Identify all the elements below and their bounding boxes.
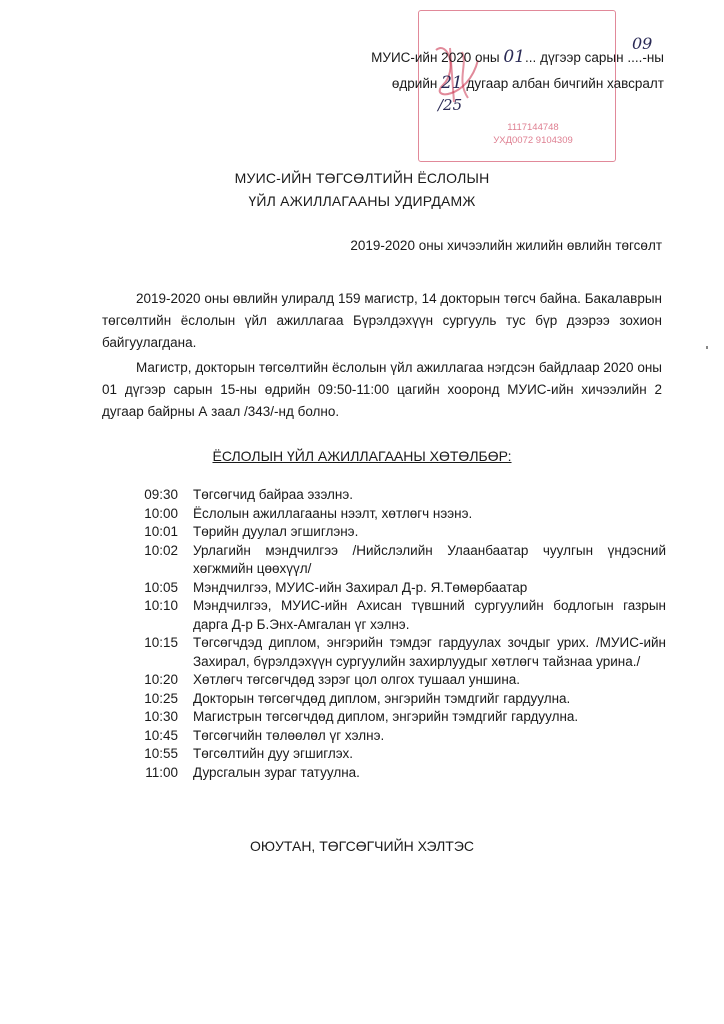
program-activity: Урлагийн мэндчилгээ /Нийслэлийн Улаанбаатар чуулгын үндэсний хөгжмийн цөөхүүл/ (193, 542, 666, 576)
program-item (110, 745, 666, 764)
header-line-2 (392, 73, 664, 93)
header-line-1 (371, 47, 664, 67)
program-activity: Мэндчилгээ, МУИС-ийн Захирал Д-р. Я.Төмөрбаатар (193, 579, 528, 595)
program-activity: Магистрын төгсөгчдөд диплом, энгэрийн тэмдгийг гардуулна. (193, 709, 579, 724)
program-activity: Төгсөгчийн төлөөлөл үг хэлнэ. (193, 727, 385, 743)
program-item (110, 671, 666, 690)
header-line1-prefix: МУИС-ийн 2020 оны (371, 50, 500, 65)
paragraph-1 (102, 288, 662, 354)
handwritten-number: 21 (441, 73, 463, 93)
program-item (110, 542, 666, 579)
program-activity: Төрийн дуулал эгшиглэнэ. (193, 524, 359, 539)
handwritten-day: 09 (632, 34, 653, 53)
header-dots-2: .... (627, 50, 643, 65)
program-item (110, 597, 666, 634)
paragraph-1-text: 2019-2020 оны өвлийн улиралд 159 магистр, 14 докторын төгсч байна. Бакалаврын төгсөлтийн ёслолын үйл ажиллагаа Бүрэлдэхүүн сургууль тус бүр дээрээ зохион байгуулагдана. (102, 291, 662, 350)
stamp-line-1: 1117144748 (507, 122, 559, 133)
program-time: 10:25 (144, 690, 178, 706)
program-activity: Төгсөгчид байраа эзэлнэ. (193, 487, 354, 502)
program-time: 11:00 (145, 764, 178, 780)
header-line1-suffix: -ны (642, 50, 664, 65)
program-list (110, 486, 666, 782)
program-item (110, 579, 666, 598)
program-activity: Төгсөлтийн дуу эгшиглэх. (193, 746, 354, 761)
handwritten-month: 01 (503, 47, 526, 67)
program-item (110, 764, 666, 783)
program-item (110, 486, 666, 505)
program-item (110, 634, 666, 671)
program-item (110, 505, 666, 524)
document-title-line-2: ҮЙЛ АЖИЛЛАГААНЫ УДИРДАМЖ (248, 193, 476, 209)
header-line2-suffix: дугаар албан бичгийн хавсралт (462, 76, 664, 91)
program-heading-text: ЁСЛОЛЫН ҮЙЛ АЖИЛЛАГААНЫ ХӨТӨЛБӨР: (212, 448, 512, 464)
program-activity: Дурсгалын зураг татуулна. (193, 764, 360, 780)
program-time: 10:10 (144, 598, 178, 613)
department-signature: ОЮУТАН, ТӨГСӨГЧИЙН ХЭЛТЭС (249, 838, 475, 854)
paragraph-2-text: Магистр, докторын төгсөлтийн ёслолын үйл ажиллагаа нэгдсэн байдлаар 2020 оны 01 дүгээр сарын 15-ны өдрийн 09:50-11:00 цагийн хооронд МУИС-ийн хичээлийн 2 дугаар байрны А заал /343/-нд болно. (102, 360, 662, 419)
program-activity: Докторын төгсөгчдөд диплом, энгэрийн тэмдгийг гардуулна. (193, 690, 571, 706)
stamp-numbers (478, 121, 588, 147)
program-activity: Төгсөгчдэд диплом, энгэрийн тэмдэг гардуулах зочдыг урих. /МУИС-ийн Захирал, бүрэлдэхүүн сургуулийн захирлуудыг хөтлөгч тайзнаа урина./ (193, 635, 666, 669)
program-time: 10:02 (144, 542, 178, 558)
program-time: 10:30 (144, 709, 178, 724)
document-title-line-1: МУИС-ИЙН ТӨГСӨЛТИЙН ЁСЛОЛЫН (234, 170, 490, 186)
header-line2-prefix: өдрийн (391, 76, 442, 91)
program-activity: Мэндчилгээ, МУИС-ийн Ахисан түвшний сургуулийн бодлогын газрын дарга Д-р Б.Энх-Амгалан үг хэлнэ. (193, 598, 666, 632)
header-dots-1: ... (525, 50, 537, 65)
document-subtitle: 2019-2020 оны хичээлийн жилийн өвлийн төгсөлт (350, 238, 662, 253)
header-line1-mid: дүгээр сарын (536, 50, 628, 65)
program-time: 10:05 (144, 579, 178, 595)
program-time: 10:20 (144, 672, 178, 687)
program-item (110, 523, 666, 542)
program-activity: Хөтлөгч төгсөгчдөд зэрэг цол олгох тушаал уншина. (193, 672, 521, 687)
program-item (110, 690, 666, 709)
program-heading (0, 448, 724, 464)
program-time: 10:45 (144, 727, 178, 743)
stamp-line-2: УХД0072 9104309 (493, 135, 573, 146)
program-item (110, 727, 666, 746)
paragraph-2 (102, 357, 662, 423)
scan-speck (706, 346, 708, 349)
program-time: 10:15 (144, 635, 178, 650)
program-item (110, 708, 666, 727)
program-activity: Ёслолын ажиллагааны нээлт, хөтлөгч нээнэ. (193, 505, 473, 521)
program-time: 10:00 (144, 505, 178, 521)
handwritten-sub: /25 (438, 96, 463, 114)
program-time: 10:01 (144, 524, 178, 539)
program-time: 10:55 (144, 746, 178, 761)
program-time: 09:30 (144, 487, 178, 502)
